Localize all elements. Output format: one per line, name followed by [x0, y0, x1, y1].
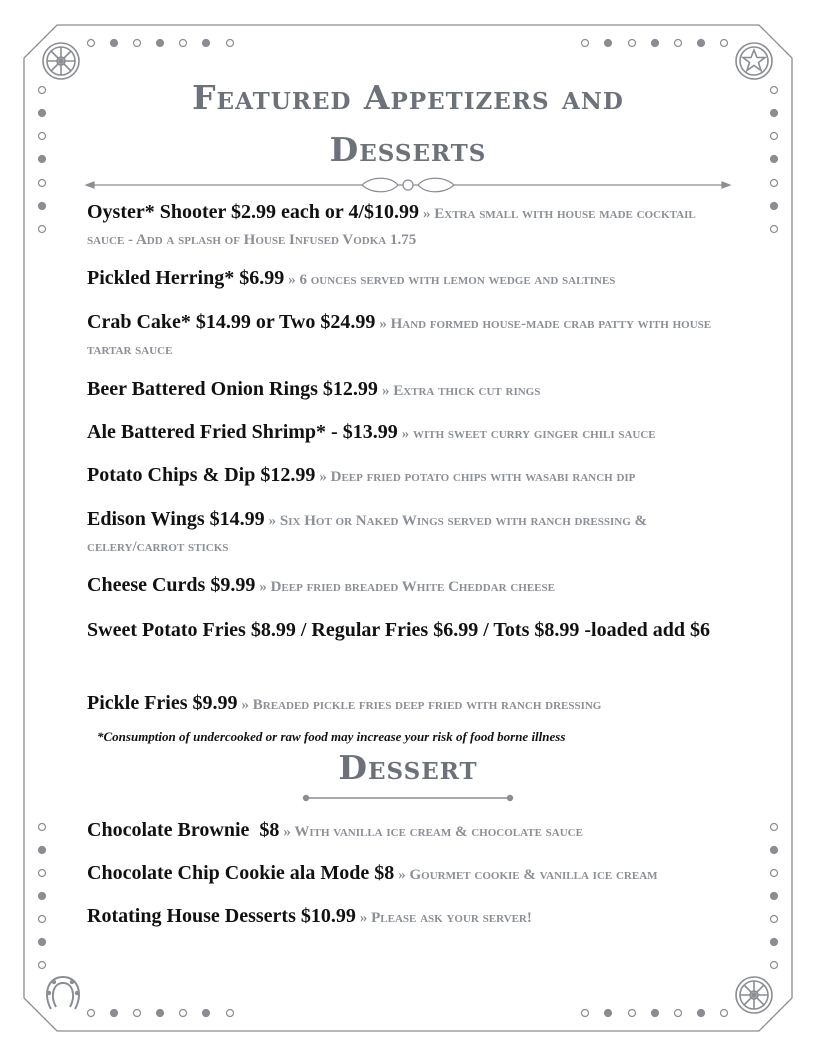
sheriff-star-icon — [736, 43, 772, 79]
item-description: » Deep fried breaded White Cheddar cheese — [259, 579, 555, 595]
horseshoe-icon — [47, 977, 79, 1009]
bottom-right-dots — [582, 1010, 728, 1017]
item-name: Chocolate Brownie $8 — [87, 819, 280, 841]
menu-item — [87, 572, 727, 600]
dessert-heading: Dessert — [338, 748, 478, 787]
top-right-dots — [582, 40, 728, 47]
menu-item — [87, 376, 727, 404]
item-description: » Extra thick cut rings — [381, 383, 541, 399]
item-name: Ale Battered Fried Shrimp* - $13.99 — [87, 421, 398, 443]
right-side-dots-lower — [771, 824, 778, 969]
item-name: Cheese Curds $9.99 — [87, 574, 256, 596]
item-description: » Six Hot or Naked Wings served with ranch dressing & celery/carrot sticks — [87, 513, 648, 555]
item-name: Pickled Herring* $6.99 — [87, 267, 285, 289]
item-name: Pickle Fries $9.99 — [87, 692, 238, 714]
menu-item — [87, 506, 727, 560]
bottom-left-dots — [88, 1010, 234, 1017]
page-title-line-1: Featured Appetizers and — [192, 78, 624, 117]
menu-item — [87, 615, 727, 647]
item-description: » Hand formed house-made crab patty with house tartar sauce — [87, 316, 712, 358]
item-name: Beer Battered Onion Rings $12.99 — [87, 378, 378, 400]
food-safety-disclaimer: *Consumption of undercooked or raw food may increase your risk of food borne illness — [97, 729, 566, 744]
menu-item — [87, 860, 727, 888]
item-name: Crab Cake* $14.99 or Two $24.99 — [87, 311, 376, 333]
menu-item — [87, 690, 727, 718]
item-description: » Breaded pickle fries deep fried with ranch dressing — [241, 697, 602, 713]
item-name: Sweet Potato Fries $8.99 / Regular Fries $6.99 / Tots $8.99 -loaded add $6 — [87, 619, 710, 641]
wagon-wheel-icon — [736, 977, 772, 1013]
item-name: Chocolate Chip Cookie ala Mode $8 — [87, 862, 395, 884]
menu-item — [87, 265, 727, 293]
menu-item — [87, 817, 727, 845]
item-description: » Gourmet cookie & vanilla ice cream — [398, 867, 658, 883]
item-description: » with sweet curry ginger chili sauce — [401, 426, 656, 442]
left-side-dots-lower — [39, 824, 46, 969]
wagon-wheel-icon — [43, 43, 79, 79]
menu-item — [87, 903, 727, 931]
item-description: » Extra small with house made cocktail sauce - Add a splash of House Infused Vodka 1.75 — [87, 206, 696, 248]
menu-item — [87, 462, 727, 490]
item-description: » Deep fried potato chips with wasabi ranch dip — [319, 469, 636, 485]
item-description: » 6 ounces served with lemon wedge and saltines — [288, 272, 616, 288]
top-left-dots — [88, 40, 234, 47]
item-description: » With vanilla ice cream & chocolate sauce — [283, 824, 583, 840]
ornament-divider — [86, 178, 730, 192]
item-description: » Please ask your server! — [359, 910, 532, 926]
dessert-divider — [304, 796, 513, 801]
item-name: Rotating House Desserts $10.99 — [87, 905, 356, 927]
item-name: Potato Chips & Dip $12.99 — [87, 464, 316, 486]
page-title-line-2: Desserts — [329, 130, 487, 169]
item-name: Edison Wings $14.99 — [87, 508, 265, 530]
menu-item — [87, 199, 727, 253]
menu-item — [87, 309, 727, 363]
menu-item — [87, 419, 727, 447]
item-name: Oyster* Shooter $2.99 each or 4/$10.99 — [87, 201, 420, 223]
